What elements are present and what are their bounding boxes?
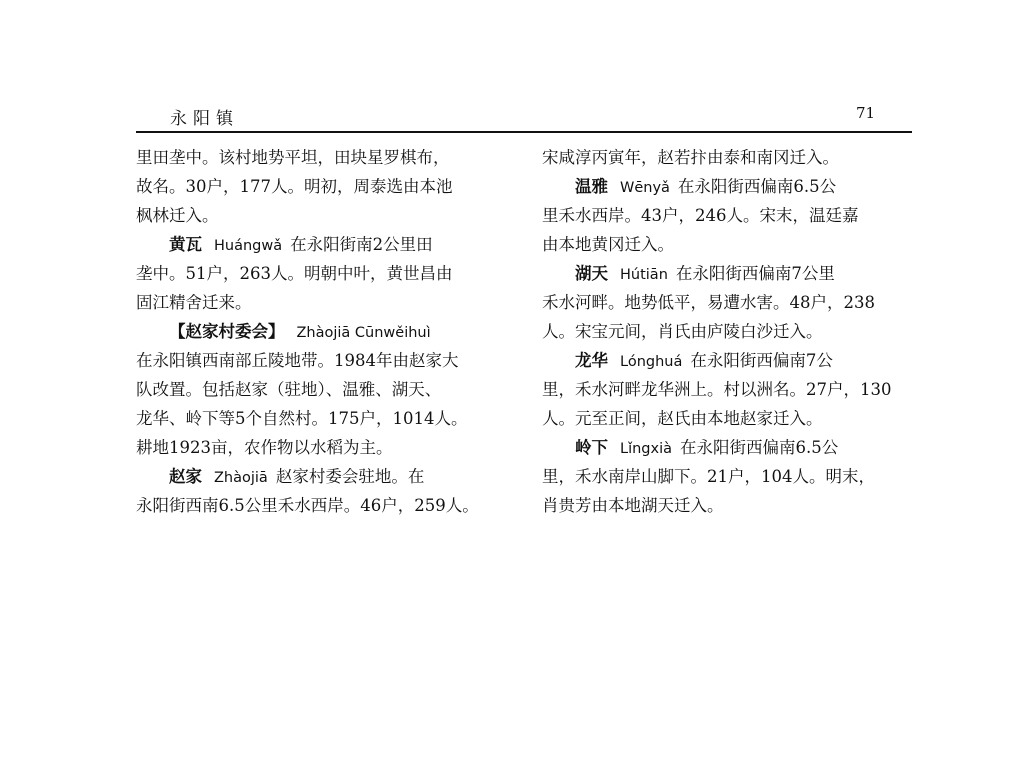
line-text: 枫林迁入。 [136,206,219,225]
line-text: 里，禾水南岸山脚下。21户，104人。明末， [542,467,875,486]
line-text: 肖贵芳由本地湖天迁入。 [542,496,724,515]
entry-headword: 赵家 [169,467,202,486]
text-line [542,346,914,375]
line-text: 人。宋宝元间，肖氏由庐陵白沙迁入。 [542,322,823,341]
text-line [136,433,508,462]
entry-pinyin: Wēnyǎ [620,180,670,196]
entry-pinyin: Lǐngxià [620,441,672,457]
running-header-title: 永阳镇 [170,109,239,129]
line-text: 永阳街西南6.5公里禾水西岸。46户，259人。 [136,496,479,515]
text-line [542,375,914,404]
line-text: 人。元至正间，赵氏由本地赵家迁入。 [542,409,823,428]
line-text: 里，禾水河畔龙华洲上。村以洲名。27户，130 [542,380,892,399]
line-text: 在永阳街西偏南6.5公 [680,438,839,457]
line-text: 在永阳镇西南部丘陵地带。1984年由赵家大 [136,351,459,370]
entry-headword: 岭下 [575,438,608,457]
right-text-column [542,143,914,520]
line-text: 在永阳街西偏南7公里 [675,264,835,283]
text-line [136,230,508,259]
page-number: 71 [856,104,876,122]
line-text: 在永阳街西偏南6.5公 [677,177,837,196]
text-line [136,375,508,404]
text-line [542,172,914,201]
line-text: 由本地黄冈迁入。 [542,235,674,254]
line-text: 赵家村委会驻地。在 [275,467,425,486]
line-text: 垄中。51户，263人。明朝中叶，黄世昌由 [136,264,453,283]
text-line [542,201,914,230]
text-line [542,259,914,288]
line-text: 宋咸淳丙寅年，赵若抃由泰和南冈迁入。 [542,148,839,167]
text-line [542,143,914,172]
line-text: 里田垄中。该村地势平坦，田块星罗棋布， [136,148,450,167]
text-line [136,491,508,520]
text-line [542,433,914,462]
text-line [542,404,914,433]
line-text: 在永阳街南2公里田 [290,235,433,254]
entry-headword: 【赵家村委会】 [169,322,285,341]
text-line [136,201,508,230]
left-text-column [136,143,508,520]
line-text: 在永阳街西偏南7公 [690,351,833,370]
text-line [542,317,914,346]
text-line [136,462,508,491]
text-line [136,317,508,346]
text-line [542,230,914,259]
text-line [136,404,508,433]
text-line [136,172,508,201]
entry-pinyin: Zhàojiā [214,470,268,486]
text-line [136,346,508,375]
entry-pinyin: Lónghuá [620,354,683,370]
text-line [136,288,508,317]
entry-headword: 温雅 [575,177,608,196]
text-line [136,259,508,288]
header-rule [136,131,912,133]
line-text: 队改置。包括赵家（驻地）、温雅、湖天、 [136,380,442,399]
line-text: 耕地1923亩，农作物以水稻为主。 [136,438,393,457]
entry-pinyin: Hútiān [620,267,668,283]
entry-headword: 龙华 [575,351,608,370]
line-text: 固江精舍迁来。 [136,293,252,312]
text-line [136,143,508,172]
line-text: 故名。30户，177人。明初，周泰选由本池 [136,177,453,196]
entry-pinyin: Huángwǎ [214,238,283,254]
line-text: 禾水河畔。地势低平，易遭水害。48户，238 [542,293,875,312]
entry-headword: 黄瓦 [169,235,202,254]
entry-pinyin: Zhàojiā Cūnwěihuì [296,325,431,341]
line-text: 龙华、岭下等5个自然村。175户，1014人。 [136,409,468,428]
text-line [542,288,914,317]
line-text: 里禾水西岸。43户，246人。宋末，温廷嘉 [542,206,859,225]
entry-headword: 湖天 [575,264,608,283]
text-line [542,462,914,491]
text-line [542,491,914,520]
